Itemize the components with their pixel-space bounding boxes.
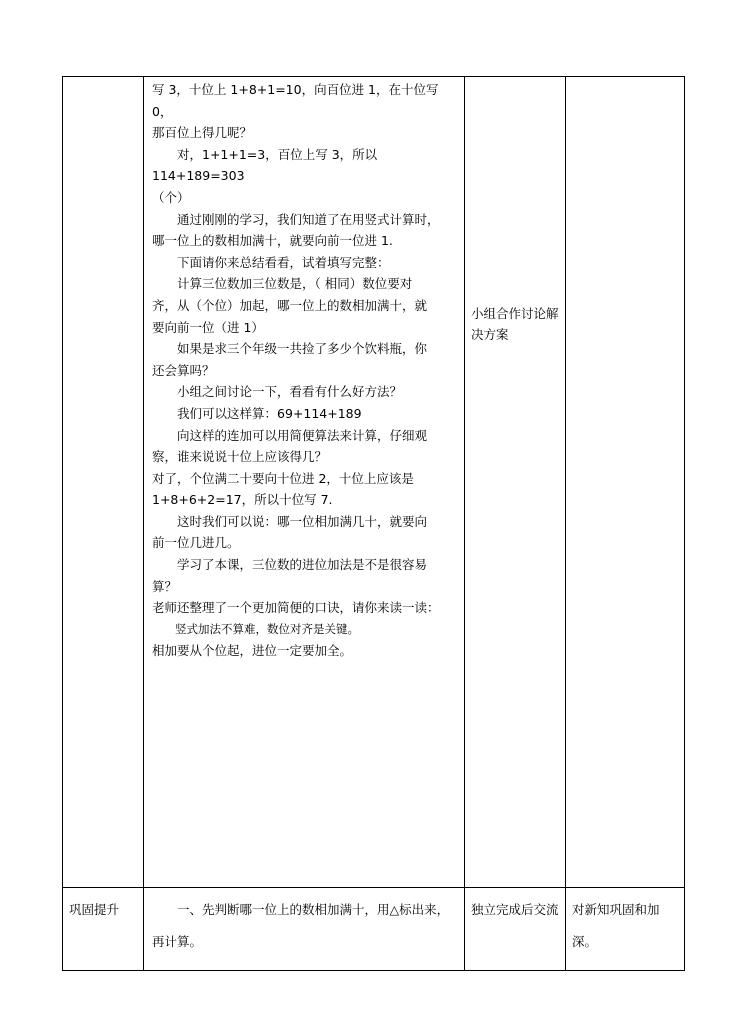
design-intent-text: 对新知巩固和加深。 [572,902,660,949]
content-line: 我们可以这样算：69+114+189 [177,405,362,421]
content-line: 对了，个位满二十要向十位进 2，十位上应该是 [152,470,414,486]
student-activity-text: 独立完成后交流 [471,902,559,917]
content-line: 向这样的连加可以用简便算法来计算，仔细观 [177,427,428,443]
content-line: 如果是求三个年级一共捡了多少个饮料瓶，你 [177,341,428,357]
content-line: 算？ [152,578,178,594]
stage-cell [63,888,144,971]
content-line: 老师还整理了一个更加简便的口诀，请你来读一读： [152,600,440,616]
content-line: 1+8+6+2=17，所以十位写 7. [152,492,333,508]
teaching-content-cell [144,77,465,888]
content-line: 通过刚刚的学习，我们知道了在用竖式计算时， [177,211,440,227]
design-intent-cell [566,77,685,888]
student-activity-cell [465,888,566,971]
content-line: 竖式加法不算难，数位对齐是关键。 [175,621,359,636]
content-line: 这时我们可以说：哪一位相加满几十，就要向 [177,513,428,529]
stage-cell [63,77,144,888]
content-line: 齐，从（个位）加起，哪一位上的数相加满十，就 [152,297,428,313]
content-line: （个） [152,189,190,205]
content-line: 计算三位数加三位数是，（ 相同）数位要对 [177,276,413,292]
lesson-plan-table [62,76,685,971]
student-activity-cell [465,77,566,888]
design-intent-cell [566,888,685,971]
content-line: 前一位几进几。 [152,535,240,551]
content-line: 那百位上得几呢？ [152,125,253,141]
content-line: 对，1+1+1=3，百位上写 3，所以 114+189=303 [152,146,378,184]
table-row-consolidation [63,888,685,971]
content-line: 还会算吗？ [152,362,215,378]
content-line: 要向前一位（进 1） [152,319,264,335]
teaching-content-cell [144,888,465,971]
stage-label: 巩固提升 [69,902,120,917]
content-line: 下面请你来总结看看，试着填写完整： [177,254,390,270]
exercise-instruction: 一、先判断哪一位上的数相加满十，用△标出来，再计算。 [152,902,450,949]
student-activity-text: 小组合作讨论解决方案 [471,306,559,342]
content-line: 相加要从个位起，进位一定要加全。 [152,643,353,659]
content-line: 哪一位上的数相加满十，就要向前一位进 1. [152,233,393,249]
teaching-content-text [144,77,464,662]
content-line: 小组之间讨论一下，看看有什么好方法？ [177,384,403,400]
table-row-teaching-process [63,77,685,888]
content-line: 写 3，十位上 1+8+1=10，向百位进 1，在十位写 0， [152,82,439,119]
content-line: 学习了本课，三位数的进位加法是不是很容易 [177,557,428,573]
content-line: 察，谁来说说十位上应该得几？ [152,449,328,465]
